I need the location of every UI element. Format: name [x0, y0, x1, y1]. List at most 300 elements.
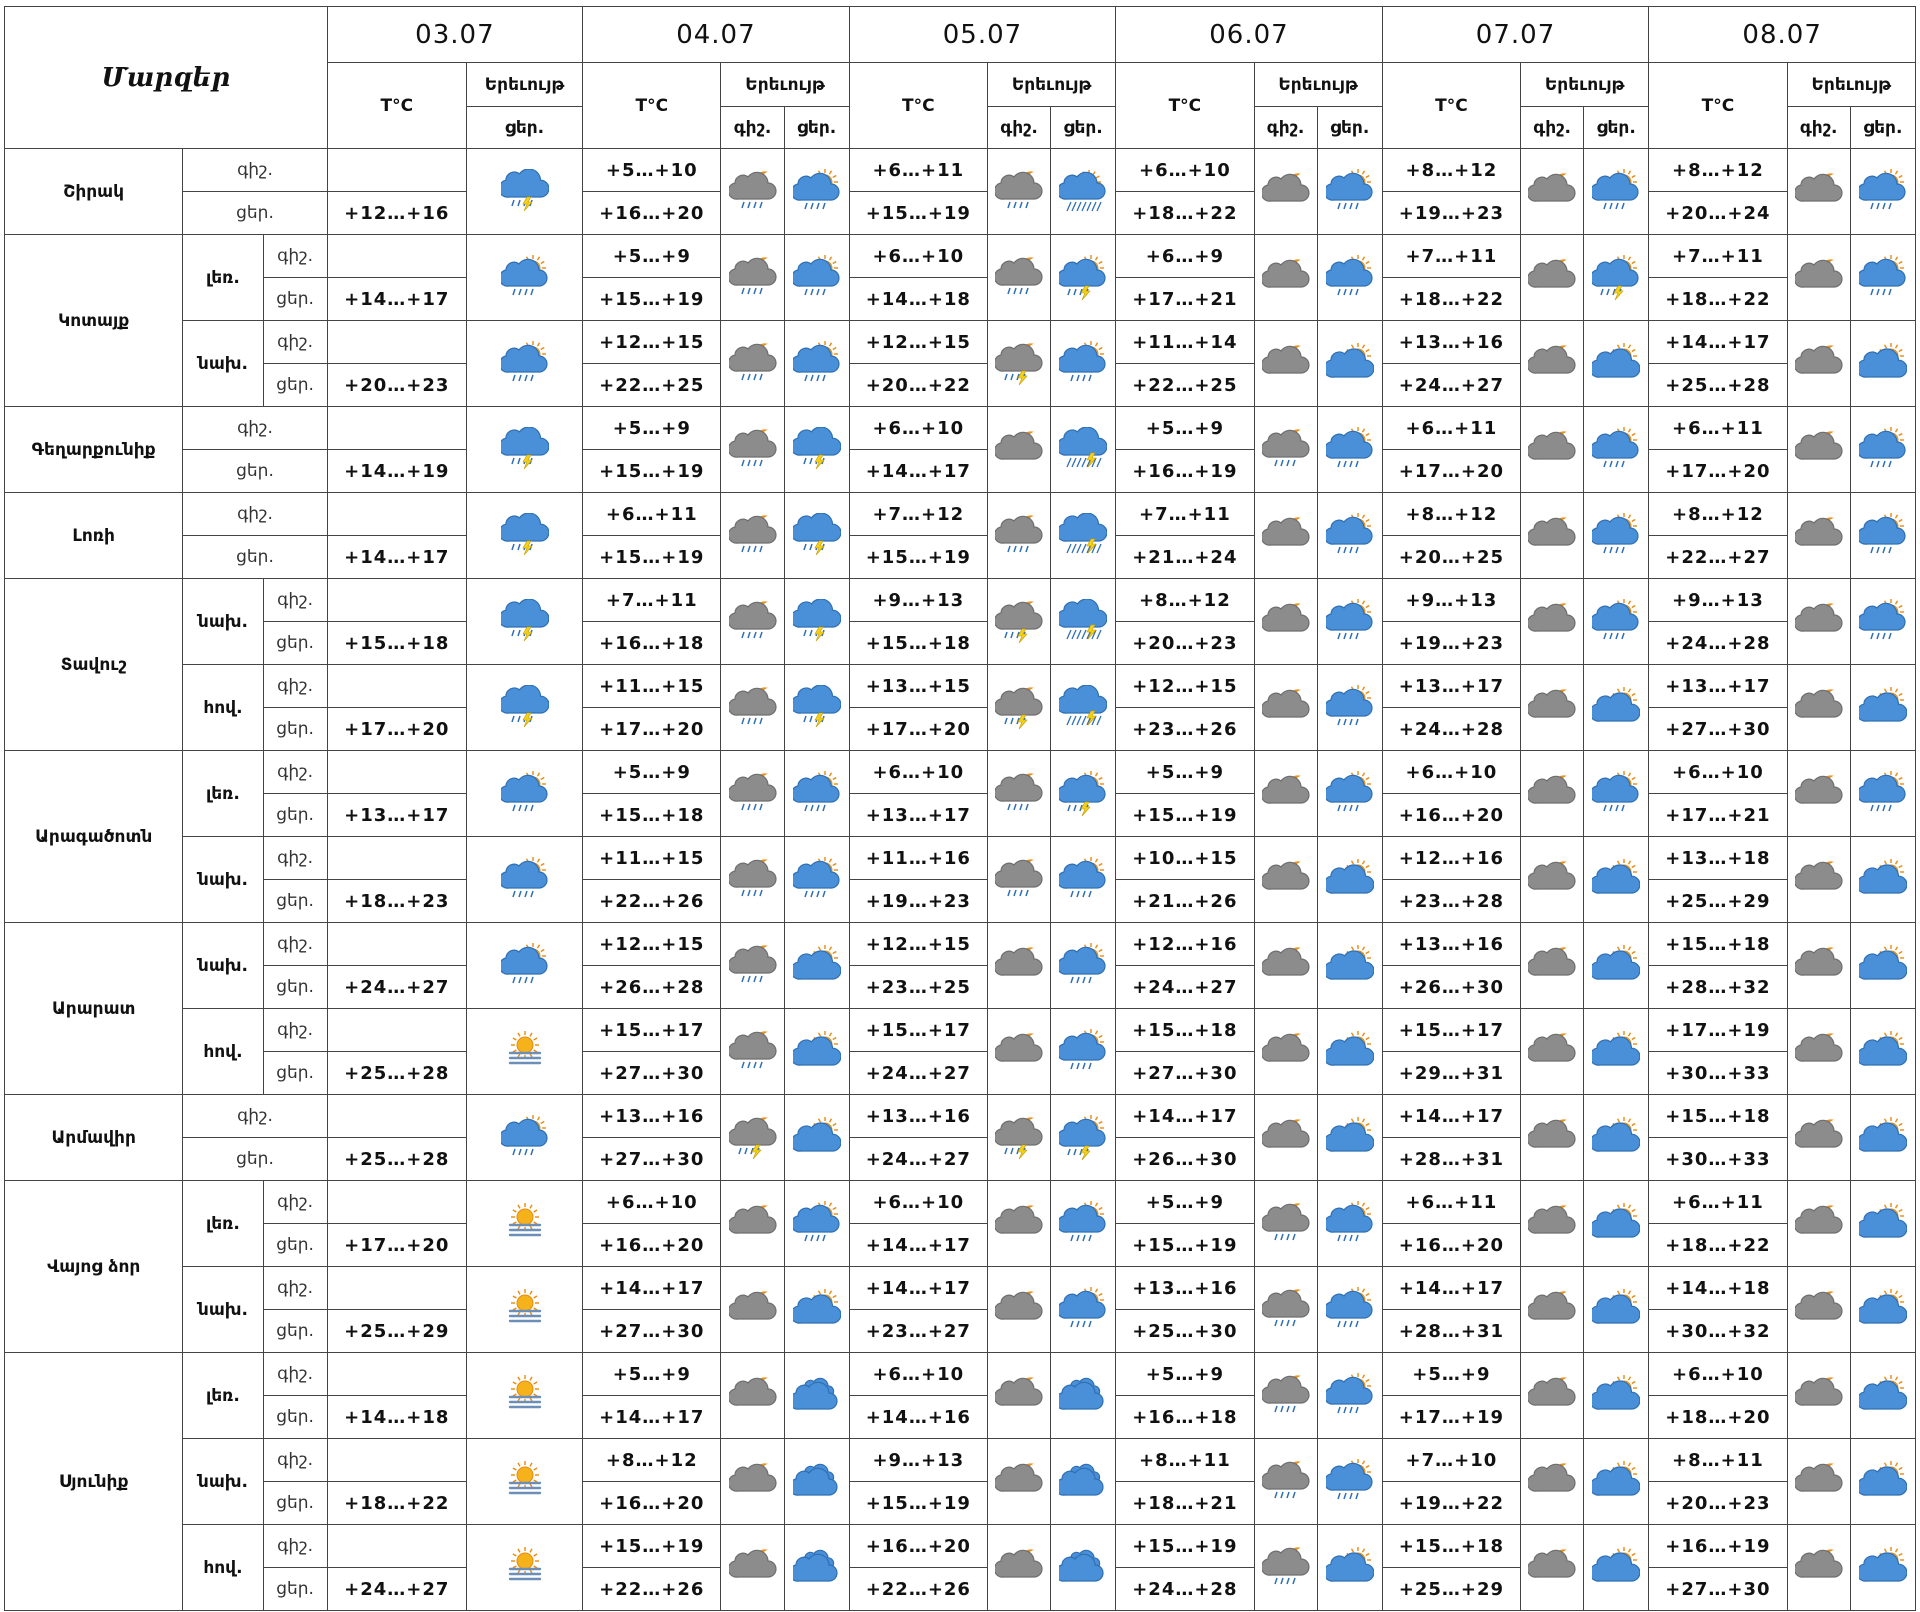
blue-clouds-icon [785, 1373, 849, 1419]
day-label: ցեր. [183, 192, 327, 235]
weather-icon-cell [1254, 837, 1317, 923]
weather-icon-cell [1317, 1181, 1382, 1267]
partly-cloudy-night-icon [1255, 857, 1317, 903]
night-label: գիշ. [263, 665, 327, 708]
weather-icon-cell [466, 1525, 582, 1611]
night-temp: +11…+15 [583, 665, 721, 708]
day-temp: +22…+27 [1649, 536, 1787, 579]
sun-haze-icon [467, 1029, 582, 1075]
weather-icon-cell [1051, 923, 1116, 1009]
partly-cloudy-night-icon [1788, 341, 1850, 387]
table-row [5, 751, 1916, 794]
partly-cloudy-night-icon [721, 1459, 783, 1505]
weather-icon-cell [1850, 579, 1915, 665]
day-temp: +20…+24 [1649, 192, 1787, 235]
weather-icon-cell [1584, 579, 1649, 665]
day-temp: +20…+23 [327, 364, 466, 407]
day-temp: +17…+20 [1649, 450, 1787, 493]
weather-icon-cell [987, 149, 1050, 235]
day-temp: +27…+30 [1649, 708, 1787, 751]
night-temp: +6…+11 [1382, 407, 1520, 450]
weather-icon-cell [721, 235, 784, 321]
sun-cloud-icon [1584, 1201, 1648, 1247]
day-temp: +17…+20 [583, 708, 721, 751]
night-temp: +5…+9 [1116, 1181, 1254, 1224]
weather-icon-cell [1317, 1525, 1382, 1611]
weather-icon-cell [466, 407, 582, 493]
weather-icon-cell [1051, 321, 1116, 407]
weather-icon-cell [1254, 407, 1317, 493]
partly-cloudy-night-rain-icon [721, 427, 783, 473]
weather-icon-cell [1254, 1439, 1317, 1525]
weather-icon-cell [1254, 1181, 1317, 1267]
day-temp: +24…+28 [1116, 1568, 1254, 1611]
day-temp: +30…+32 [1649, 1310, 1787, 1353]
day-temp: +18…+22 [327, 1482, 466, 1525]
day-temp: +24…+27 [1116, 966, 1254, 1009]
day-temp: +18…+21 [1116, 1482, 1254, 1525]
weather-icon-cell [1254, 1267, 1317, 1353]
weather-icon-cell [784, 923, 849, 1009]
date-header: 05.07 [849, 7, 1116, 63]
partly-cloudy-night-icon [721, 1201, 783, 1247]
altitude-zone: նախ. [183, 579, 263, 665]
day-temp: +17…+19 [1382, 1396, 1520, 1439]
partly-cloudy-night-rain-icon [721, 857, 783, 903]
night-temp: +13…+17 [1649, 665, 1787, 708]
table-row [5, 149, 1916, 192]
sun-cloud-icon [1584, 1545, 1648, 1591]
weather-icon-cell [1850, 1525, 1915, 1611]
night-temp: +15…+18 [1649, 923, 1787, 966]
cloud-showers-icon [1051, 513, 1115, 559]
day-temp: +27…+30 [583, 1310, 721, 1353]
night-label: գիշ. [263, 923, 327, 966]
night-temp: +6…+10 [1382, 751, 1520, 794]
partly-cloudy-night-icon [1255, 599, 1317, 645]
night-temp: +5…+9 [1382, 1353, 1520, 1396]
night-temp: +6…+10 [583, 1181, 721, 1224]
partly-cloudy-night-rain-icon [988, 255, 1050, 301]
night-temp: +15…+17 [583, 1009, 721, 1052]
weather-icon-cell [466, 579, 582, 665]
day-temp: +27…+30 [583, 1138, 721, 1181]
weather-icon-cell [466, 1353, 582, 1439]
cloud-thunder-rain-icon [467, 427, 582, 473]
partly-cloudy-night-rain-icon [1255, 1373, 1317, 1419]
weather-icon-cell [1254, 665, 1317, 751]
day-temp: +13…+17 [849, 794, 987, 837]
weather-icon-cell [1787, 1009, 1850, 1095]
weather-icon-cell [466, 493, 582, 579]
night-temp: +6…+11 [1649, 1181, 1787, 1224]
partly-cloudy-night-icon [1255, 943, 1317, 989]
weather-icon-cell [987, 493, 1050, 579]
night-temp [327, 493, 466, 536]
partly-cloudy-night-rain-icon [1255, 427, 1317, 473]
day-temp: +16…+19 [1116, 450, 1254, 493]
region-name: Կոտայք [5, 235, 183, 407]
partly-cloudy-night-rain-icon [988, 169, 1050, 215]
weather-icon-cell [1317, 1009, 1382, 1095]
sun-cloud-rain-icon [1318, 1373, 1382, 1419]
cloud-thunder-rain-icon [785, 513, 849, 559]
sun-cloud-rain-icon [1318, 255, 1382, 301]
day-temp: +16…+20 [583, 1224, 721, 1267]
weather-icon-cell [987, 665, 1050, 751]
sun-cloud-rain-icon [785, 857, 849, 903]
date-header: 06.07 [1116, 7, 1383, 63]
table-row [5, 1353, 1916, 1396]
sun-cloud-rain-icon [467, 771, 582, 817]
day-temp: +15…+18 [849, 622, 987, 665]
sun-haze-icon [467, 1201, 582, 1247]
weather-icon-cell [1584, 1267, 1649, 1353]
day-temp: +16…+20 [583, 1482, 721, 1525]
night-temp: +11…+14 [1116, 321, 1254, 364]
night-temp: +5…+9 [583, 751, 721, 794]
day-temp: +16…+18 [583, 622, 721, 665]
weather-icon-cell [721, 1353, 784, 1439]
day-label: ցեր. [263, 966, 327, 1009]
weather-icon-cell [466, 837, 582, 923]
weather-icon-cell [987, 1525, 1050, 1611]
day-temp: +17…+20 [849, 708, 987, 751]
weather-icon-cell [784, 665, 849, 751]
night-temp: +15…+19 [1116, 1525, 1254, 1568]
weather-icon-cell [1317, 579, 1382, 665]
day-temp: +18…+22 [1649, 278, 1787, 321]
sun-cloud-rain-icon [785, 255, 849, 301]
day-temp: +25…+29 [1649, 880, 1787, 923]
weather-icon-cell [784, 1525, 849, 1611]
night-temp [327, 1267, 466, 1310]
region-name: Շիրակ [5, 149, 183, 235]
night-temp: +6…+11 [1649, 407, 1787, 450]
sun-cloud-icon [1584, 685, 1648, 731]
day-temp: +22…+26 [583, 1568, 721, 1611]
partly-cloudy-night-icon [1521, 1545, 1583, 1591]
weather-icon-cell [1051, 665, 1116, 751]
day-temp: +25…+28 [327, 1138, 466, 1181]
temp-header: T°C [583, 63, 721, 149]
day-temp: +16…+20 [1382, 794, 1520, 837]
day-temp: +14…+17 [327, 278, 466, 321]
night-temp [327, 321, 466, 364]
day-label: ցեր. [263, 794, 327, 837]
day-label: ցեր. [263, 1568, 327, 1611]
sun-cloud-icon [785, 1115, 849, 1161]
temp-header: T°C [1382, 63, 1520, 149]
weather-icon-cell [1051, 149, 1116, 235]
night-temp: +7…+10 [1382, 1439, 1520, 1482]
day-temp: +20…+22 [849, 364, 987, 407]
weather-icon-cell [1584, 751, 1649, 837]
sun-cloud-rain-icon [1318, 1459, 1382, 1505]
weather-icon-cell [1051, 579, 1116, 665]
sun-cloud-rain-icon [1318, 513, 1382, 559]
partly-cloudy-night-icon [1255, 513, 1317, 559]
day-temp: +18…+22 [1116, 192, 1254, 235]
weather-icon-cell [721, 579, 784, 665]
temp-header: T°C [1649, 63, 1787, 149]
region-name: Լոռի [5, 493, 183, 579]
night-temp: +14…+17 [1649, 321, 1787, 364]
temp-header: T°C [327, 63, 466, 149]
sun-cloud-icon [1851, 1459, 1915, 1505]
partly-cloudy-night-icon [1521, 255, 1583, 301]
weather-icon-cell [1254, 321, 1317, 407]
weather-icon-cell [1787, 751, 1850, 837]
weather-icon-cell [1051, 837, 1116, 923]
weather-icon-cell [1584, 1439, 1649, 1525]
night-temp: +14…+17 [1382, 1095, 1520, 1138]
weather-icon-cell [1850, 1009, 1915, 1095]
table-row [5, 407, 1916, 450]
day-temp: +27…+30 [583, 1052, 721, 1095]
weather-icon-cell [1317, 1095, 1382, 1181]
night-temp: +5…+9 [1116, 407, 1254, 450]
sun-cloud-rain-icon [785, 1201, 849, 1247]
altitude-zone: հով. [183, 1009, 263, 1095]
weather-icon-cell [1787, 923, 1850, 1009]
altitude-zone: նախ. [183, 1267, 263, 1353]
night-temp: +6…+10 [849, 235, 987, 278]
day-temp: +14…+17 [849, 450, 987, 493]
weather-icon-cell [721, 837, 784, 923]
night-label: գիշ. [183, 1095, 327, 1138]
night-temp: +15…+18 [1116, 1009, 1254, 1052]
day-subheader: ցեր. [784, 107, 849, 149]
night-label: գիշ. [263, 1009, 327, 1052]
sun-cloud-icon [1318, 1029, 1382, 1075]
night-temp [327, 1439, 466, 1482]
regions-header: Մարզեր [5, 7, 328, 149]
night-temp: +8…+11 [1116, 1439, 1254, 1482]
day-temp: +23…+28 [1382, 880, 1520, 923]
night-temp: +6…+9 [1116, 235, 1254, 278]
sun-cloud-rain-icon [1851, 513, 1915, 559]
weather-icon-cell [1317, 751, 1382, 837]
day-temp: +23…+27 [849, 1310, 987, 1353]
night-temp: +12…+15 [849, 923, 987, 966]
night-temp: +10…+15 [1116, 837, 1254, 880]
table-row [5, 837, 1916, 880]
weather-icon-cell [1051, 1267, 1116, 1353]
sun-cloud-icon [1318, 1115, 1382, 1161]
night-temp: +7…+11 [1649, 235, 1787, 278]
cloud-thunder-rain-icon [785, 599, 849, 645]
partly-cloudy-night-rain-icon [1255, 1201, 1317, 1247]
day-temp: +17…+21 [1116, 278, 1254, 321]
day-temp: +15…+19 [583, 450, 721, 493]
day-temp: +21…+26 [1116, 880, 1254, 923]
day-label: ցեր. [263, 1482, 327, 1525]
night-temp [327, 1095, 466, 1138]
weather-icon-cell [1584, 1353, 1649, 1439]
partly-cloudy-night-rain-icon [721, 771, 783, 817]
night-label: գիշ. [263, 837, 327, 880]
weather-icon-cell [1584, 1181, 1649, 1267]
weather-icon-cell [784, 1181, 849, 1267]
weather-icon-cell [1254, 1353, 1317, 1439]
day-temp: +20…+23 [1649, 1482, 1787, 1525]
partly-cloudy-night-icon [721, 1545, 783, 1591]
weather-icon-cell [1850, 1181, 1915, 1267]
sun-cloud-rain-icon [785, 771, 849, 817]
day-temp: +12…+16 [327, 192, 466, 235]
weather-icon-cell [466, 1439, 582, 1525]
day-label: ցեր. [263, 622, 327, 665]
day-temp: +15…+19 [583, 278, 721, 321]
weather-icon-cell [784, 407, 849, 493]
night-temp: +12…+15 [583, 321, 721, 364]
night-temp: +13…+18 [1649, 837, 1787, 880]
table-row [5, 1267, 1916, 1310]
weather-icon-cell [1584, 837, 1649, 923]
phenomenon-header: Երեւույթ [1254, 63, 1382, 107]
night-temp [327, 837, 466, 880]
night-temp: +11…+15 [583, 837, 721, 880]
weather-icon-cell [784, 493, 849, 579]
weather-icon-cell [466, 1181, 582, 1267]
day-temp: +13…+17 [327, 794, 466, 837]
weather-icon-cell [1317, 1439, 1382, 1525]
partly-cloudy-night-rain-icon [1255, 1459, 1317, 1505]
partly-cloudy-night-icon [988, 1545, 1050, 1591]
day-temp: +21…+24 [1116, 536, 1254, 579]
partly-cloudy-night-icon [1788, 943, 1850, 989]
sun-haze-icon [467, 1287, 582, 1333]
day-temp: +14…+16 [849, 1396, 987, 1439]
sun-cloud-thunder-icon [1584, 255, 1648, 301]
table-row [5, 665, 1916, 708]
sun-cloud-rain-icon [1318, 685, 1382, 731]
night-temp: +6…+10 [1116, 149, 1254, 192]
day-subheader: ցեր. [1850, 107, 1915, 149]
sun-cloud-rain-icon [1051, 341, 1115, 387]
night-temp: +9…+13 [1382, 579, 1520, 622]
night-label: գիշ. [263, 1525, 327, 1568]
weather-icon-cell [1787, 665, 1850, 751]
partly-cloudy-night-rain-icon [721, 943, 783, 989]
weather-icon-cell [1521, 923, 1584, 1009]
weather-icon-cell [987, 1009, 1050, 1095]
weather-icon-cell [1051, 1095, 1116, 1181]
partly-cloudy-night-icon [721, 1287, 783, 1333]
cloud-thunder-rain-icon [467, 513, 582, 559]
weather-icon-cell [721, 1009, 784, 1095]
night-label: գիշ. [183, 149, 327, 192]
weather-icon-cell [721, 1439, 784, 1525]
day-label: ցեր. [183, 450, 327, 493]
night-temp: +13…+16 [583, 1095, 721, 1138]
partly-cloudy-night-thunder-icon [988, 341, 1050, 387]
phenomenon-header: Երեւույթ [1787, 63, 1915, 107]
altitude-zone: նախ. [183, 1439, 263, 1525]
partly-cloudy-night-icon [1521, 169, 1583, 215]
weather-icon-cell [784, 1009, 849, 1095]
weather-icon-cell [1051, 407, 1116, 493]
sun-cloud-icon [785, 943, 849, 989]
day-temp: +17…+21 [1649, 794, 1787, 837]
weather-icon-cell [1584, 665, 1649, 751]
weather-icon-cell [784, 751, 849, 837]
sun-cloud-icon [785, 1287, 849, 1333]
night-temp: +9…+13 [1649, 579, 1787, 622]
weather-icon-cell [1521, 1267, 1584, 1353]
night-label: գիշ. [263, 235, 327, 278]
night-temp: +6…+11 [1382, 1181, 1520, 1224]
cloud-thunder-rain-icon [785, 427, 849, 473]
partly-cloudy-night-icon [1521, 1459, 1583, 1505]
night-temp: +16…+19 [1649, 1525, 1787, 1568]
weather-icon-cell [987, 1439, 1050, 1525]
weather-icon-cell [1051, 1439, 1116, 1525]
weather-icon-cell [987, 321, 1050, 407]
day-temp: +25…+28 [1649, 364, 1787, 407]
weather-icon-cell [784, 321, 849, 407]
sun-cloud-icon [1584, 1115, 1648, 1161]
date-header: 08.07 [1649, 7, 1916, 63]
weather-icon-cell [1787, 579, 1850, 665]
sun-cloud-rain-icon [1318, 1201, 1382, 1247]
night-temp: +8…+12 [1382, 149, 1520, 192]
night-temp [327, 149, 466, 192]
weather-icon-cell [784, 837, 849, 923]
weather-icon-cell [784, 1439, 849, 1525]
night-temp: +15…+19 [583, 1525, 721, 1568]
sun-haze-icon [467, 1545, 582, 1591]
night-temp: +14…+17 [583, 1267, 721, 1310]
weather-icon-cell [721, 493, 784, 579]
blue-clouds-icon [785, 1459, 849, 1505]
day-temp: +15…+18 [583, 794, 721, 837]
night-temp: +13…+15 [849, 665, 987, 708]
day-subheader: ցեր. [1051, 107, 1116, 149]
day-temp: +30…+33 [1649, 1052, 1787, 1095]
day-temp: +17…+20 [327, 708, 466, 751]
night-temp [327, 665, 466, 708]
sun-cloud-icon [1851, 1201, 1915, 1247]
day-temp: +28…+31 [1382, 1138, 1520, 1181]
weather-icon-cell [1254, 1095, 1317, 1181]
weather-icon-cell [721, 1267, 784, 1353]
weather-icon-cell [1521, 149, 1584, 235]
day-subheader: ցեր. [1317, 107, 1382, 149]
weather-icon-cell [1317, 1267, 1382, 1353]
day-temp: +17…+20 [1382, 450, 1520, 493]
partly-cloudy-night-icon [1788, 1201, 1850, 1247]
night-temp [327, 751, 466, 794]
night-temp: +8…+11 [1649, 1439, 1787, 1482]
night-temp: +7…+11 [583, 579, 721, 622]
weather-icon-cell [1051, 235, 1116, 321]
day-temp: +26…+30 [1116, 1138, 1254, 1181]
night-temp: +8…+12 [1649, 493, 1787, 536]
temp-header: T°C [1116, 63, 1254, 149]
night-temp: +5…+9 [1116, 751, 1254, 794]
table-row [5, 1439, 1916, 1482]
partly-cloudy-night-icon [1521, 943, 1583, 989]
night-temp: +8…+12 [1382, 493, 1520, 536]
sun-cloud-rain-icon [1584, 513, 1648, 559]
night-label: գիշ. [183, 493, 327, 536]
weather-icon-cell [1317, 407, 1382, 493]
night-temp [327, 923, 466, 966]
day-temp: +27…+30 [1116, 1052, 1254, 1095]
region-name: Արագածոտն [5, 751, 183, 923]
